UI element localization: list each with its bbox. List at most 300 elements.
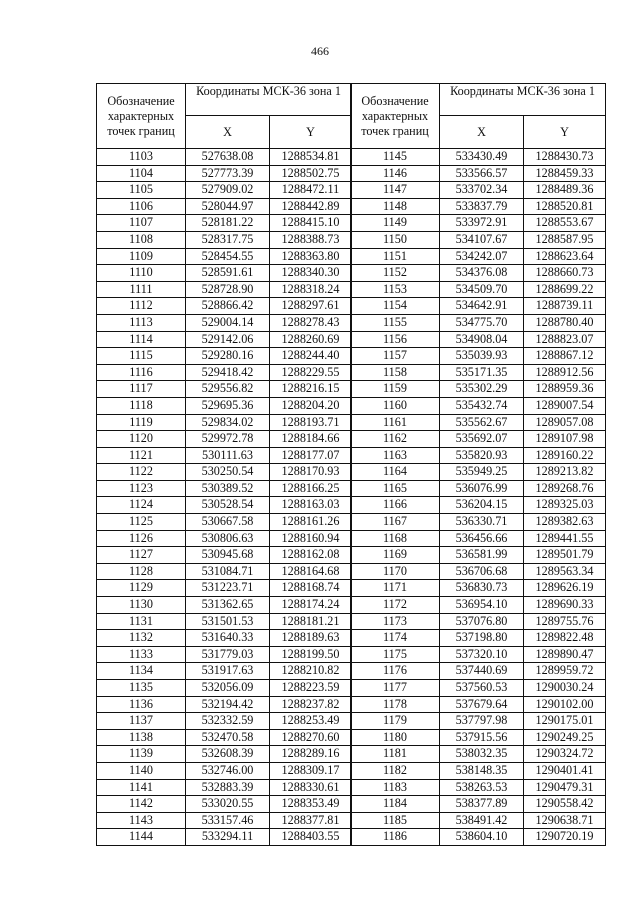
table-row [97, 812, 352, 829]
point-number-cell: 1185 [351, 812, 440, 829]
y-coordinate-cell: 1289325.03 [524, 497, 606, 514]
table-row [97, 547, 352, 564]
x-coordinate-cell: 530389.52 [186, 480, 270, 497]
point-number-cell: 1115 [97, 348, 186, 365]
point-number-cell: 1167 [351, 514, 440, 531]
y-coordinate-cell: 1288170.93 [270, 464, 352, 481]
y-coordinate-cell: 1288959.36 [524, 381, 606, 398]
y-header: Y [270, 115, 352, 148]
table-row [351, 215, 606, 232]
table-row [351, 198, 606, 215]
table-row [351, 447, 606, 464]
x-coordinate-cell: 533294.11 [186, 829, 270, 846]
table-row [97, 680, 352, 697]
x-coordinate-cell: 528181.22 [186, 215, 270, 232]
point-number-cell: 1123 [97, 480, 186, 497]
x-coordinate-cell: 532332.59 [186, 713, 270, 730]
point-number-cell: 1172 [351, 597, 440, 614]
table-row [351, 762, 606, 779]
table-row [97, 231, 352, 248]
point-number-cell: 1136 [97, 696, 186, 713]
y-coordinate-cell: 1289107.98 [524, 431, 606, 448]
x-coordinate-cell: 538491.42 [440, 812, 524, 829]
x-coordinate-cell: 537560.53 [440, 680, 524, 697]
y-coordinate-cell: 1288160.94 [270, 530, 352, 547]
y-coordinate-cell: 1288415.10 [270, 215, 352, 232]
point-number-cell: 1173 [351, 613, 440, 630]
x-header: X [186, 115, 270, 148]
y-coordinate-cell: 1288193.71 [270, 414, 352, 431]
table-row [351, 265, 606, 282]
point-number-cell: 1138 [97, 729, 186, 746]
point-number-cell: 1149 [351, 215, 440, 232]
table-row [351, 281, 606, 298]
x-coordinate-cell: 530806.63 [186, 530, 270, 547]
y-coordinate-cell: 1288699.22 [524, 281, 606, 298]
point-number-cell: 1176 [351, 663, 440, 680]
y-coordinate-cell: 1289160.22 [524, 447, 606, 464]
x-coordinate-cell: 533020.55 [186, 796, 270, 813]
y-coordinate-cell: 1288823.07 [524, 331, 606, 348]
x-coordinate-cell: 530945.68 [186, 547, 270, 564]
point-number-cell: 1169 [351, 547, 440, 564]
point-number-cell: 1112 [97, 298, 186, 315]
point-number-cell: 1105 [97, 182, 186, 199]
y-coordinate-cell: 1289959.72 [524, 663, 606, 680]
point-number-cell: 1184 [351, 796, 440, 813]
x-coordinate-cell: 530528.54 [186, 497, 270, 514]
point-number-cell: 1182 [351, 762, 440, 779]
x-coordinate-cell: 535302.29 [440, 381, 524, 398]
x-coordinate-cell: 528454.55 [186, 248, 270, 265]
table-row [97, 149, 352, 166]
table-row [97, 248, 352, 265]
point-number-cell: 1120 [97, 431, 186, 448]
table-row [351, 729, 606, 746]
y-coordinate-cell: 1288199.50 [270, 646, 352, 663]
y-coordinate-cell: 1288260.69 [270, 331, 352, 348]
x-coordinate-cell: 536330.71 [440, 514, 524, 531]
table-row [97, 215, 352, 232]
y-coordinate-cell: 1288177.07 [270, 447, 352, 464]
y-coordinate-cell: 1288553.67 [524, 215, 606, 232]
y-coordinate-cell: 1289057.08 [524, 414, 606, 431]
y-coordinate-cell: 1290479.31 [524, 779, 606, 796]
x-coordinate-cell: 532608.39 [186, 746, 270, 763]
y-coordinate-cell: 1288330.61 [270, 779, 352, 796]
y-coordinate-cell: 1288184.66 [270, 431, 352, 448]
y-coordinate-cell: 1289268.76 [524, 480, 606, 497]
x-coordinate-cell: 529280.16 [186, 348, 270, 365]
table-row [351, 696, 606, 713]
point-number-cell: 1178 [351, 696, 440, 713]
y-coordinate-cell: 1288388.73 [270, 231, 352, 248]
y-coordinate-cell: 1290175.01 [524, 713, 606, 730]
x-coordinate-cell: 536076.99 [440, 480, 524, 497]
y-coordinate-cell: 1288340.30 [270, 265, 352, 282]
x-coordinate-cell: 532883.39 [186, 779, 270, 796]
x-coordinate-cell: 537198.80 [440, 630, 524, 647]
y-coordinate-cell: 1288270.60 [270, 729, 352, 746]
point-number-cell: 1151 [351, 248, 440, 265]
table-row [97, 530, 352, 547]
table-row [97, 829, 352, 846]
x-coordinate-cell: 533972.91 [440, 215, 524, 232]
x-coordinate-cell: 536830.73 [440, 580, 524, 597]
y-coordinate-cell: 1289382.63 [524, 514, 606, 531]
table-row [97, 314, 352, 331]
x-coordinate-cell: 529556.82 [186, 381, 270, 398]
table-row [97, 696, 352, 713]
x-coordinate-cell: 531223.71 [186, 580, 270, 597]
y-coordinate-cell: 1288181.21 [270, 613, 352, 630]
x-coordinate-cell: 537076.80 [440, 613, 524, 630]
point-number-cell: 1125 [97, 514, 186, 531]
table-row [97, 464, 352, 481]
x-coordinate-cell: 532746.00 [186, 762, 270, 779]
x-coordinate-cell: 535562.67 [440, 414, 524, 431]
table-row [97, 779, 352, 796]
table-row [97, 580, 352, 597]
point-number-cell: 1122 [97, 464, 186, 481]
y-coordinate-cell: 1288278.43 [270, 314, 352, 331]
y-coordinate-cell: 1288780.40 [524, 314, 606, 331]
table-row [351, 563, 606, 580]
table-row [351, 464, 606, 481]
x-coordinate-cell: 530250.54 [186, 464, 270, 481]
table-row [351, 630, 606, 647]
table-row [351, 530, 606, 547]
table-row [97, 447, 352, 464]
x-coordinate-cell: 535432.74 [440, 397, 524, 414]
y-coordinate-cell: 1288489.36 [524, 182, 606, 199]
x-coordinate-cell: 534642.91 [440, 298, 524, 315]
table-row [351, 480, 606, 497]
y-coordinate-cell: 1288237.82 [270, 696, 352, 713]
x-coordinate-cell: 529004.14 [186, 314, 270, 331]
y-coordinate-cell: 1288162.08 [270, 547, 352, 564]
x-coordinate-cell: 530667.58 [186, 514, 270, 531]
y-coordinate-cell: 1289890.47 [524, 646, 606, 663]
table-row [351, 829, 606, 846]
table-row [351, 298, 606, 315]
x-coordinate-cell: 538604.10 [440, 829, 524, 846]
point-number-cell: 1128 [97, 563, 186, 580]
point-number-cell: 1158 [351, 364, 440, 381]
table-row [351, 248, 606, 265]
coordinates-header: Координаты МСК-36 зона 1 [440, 84, 606, 116]
y-coordinate-cell: 1288363.80 [270, 248, 352, 265]
table-row [351, 597, 606, 614]
point-number-cell: 1141 [97, 779, 186, 796]
x-coordinate-cell: 536581.99 [440, 547, 524, 564]
point-number-cell: 1154 [351, 298, 440, 315]
table-row [97, 597, 352, 614]
table-row [97, 630, 352, 647]
x-coordinate-cell: 529142.06 [186, 331, 270, 348]
y-coordinate-cell: 1290324.72 [524, 746, 606, 763]
point-number-cell: 1104 [97, 165, 186, 182]
point-number-cell: 1121 [97, 447, 186, 464]
table-row [97, 729, 352, 746]
y-coordinate-cell: 1289501.79 [524, 547, 606, 564]
point-number-cell: 1168 [351, 530, 440, 547]
table-row [351, 514, 606, 531]
x-coordinate-cell: 537797.98 [440, 713, 524, 730]
table-row [351, 796, 606, 813]
point-number-cell: 1174 [351, 630, 440, 647]
point-number-cell: 1181 [351, 746, 440, 763]
table-row [97, 762, 352, 779]
coordinates-table-right [350, 83, 606, 846]
table-row [97, 514, 352, 531]
x-coordinate-cell: 535039.93 [440, 348, 524, 365]
table-row [351, 364, 606, 381]
x-coordinate-cell: 531501.53 [186, 613, 270, 630]
y-coordinate-cell: 1288430.73 [524, 149, 606, 166]
point-number-cell: 1156 [351, 331, 440, 348]
x-coordinate-cell: 529834.02 [186, 414, 270, 431]
table-row [97, 165, 352, 182]
table-row [351, 497, 606, 514]
table-row [97, 381, 352, 398]
table-row [97, 348, 352, 365]
y-coordinate-cell: 1288223.59 [270, 680, 352, 697]
y-coordinate-cell: 1288403.55 [270, 829, 352, 846]
table-row [97, 265, 352, 282]
point-number-cell: 1157 [351, 348, 440, 365]
x-coordinate-cell: 529972.78 [186, 431, 270, 448]
table-row [97, 713, 352, 730]
x-coordinate-cell: 538148.35 [440, 762, 524, 779]
point-number-cell: 1186 [351, 829, 440, 846]
y-coordinate-cell: 1288318.24 [270, 281, 352, 298]
table-row [351, 547, 606, 564]
x-coordinate-cell: 529418.42 [186, 364, 270, 381]
x-coordinate-cell: 536954.10 [440, 597, 524, 614]
y-coordinate-cell: 1288168.74 [270, 580, 352, 597]
point-designation-header: Обозначение характерных точек границ [97, 84, 186, 149]
y-coordinate-cell: 1288163.03 [270, 497, 352, 514]
x-coordinate-cell: 536456.66 [440, 530, 524, 547]
x-coordinate-cell: 538032.35 [440, 746, 524, 763]
table-row [351, 381, 606, 398]
point-number-cell: 1129 [97, 580, 186, 597]
point-number-cell: 1177 [351, 680, 440, 697]
point-number-cell: 1137 [97, 713, 186, 730]
x-coordinate-cell: 533157.46 [186, 812, 270, 829]
table-row [351, 414, 606, 431]
y-coordinate-cell: 1289822.48 [524, 630, 606, 647]
x-coordinate-cell: 532056.09 [186, 680, 270, 697]
point-number-cell: 1118 [97, 397, 186, 414]
point-number-cell: 1159 [351, 381, 440, 398]
y-coordinate-cell: 1289007.54 [524, 397, 606, 414]
y-coordinate-cell: 1289690.33 [524, 597, 606, 614]
x-coordinate-cell: 537440.69 [440, 663, 524, 680]
x-coordinate-cell: 534509.70 [440, 281, 524, 298]
point-number-cell: 1103 [97, 149, 186, 166]
point-number-cell: 1152 [351, 265, 440, 282]
point-number-cell: 1127 [97, 547, 186, 564]
page-number: 466 [311, 44, 329, 58]
x-coordinate-cell: 535692.07 [440, 431, 524, 448]
point-number-cell: 1108 [97, 231, 186, 248]
point-number-cell: 1130 [97, 597, 186, 614]
point-number-cell: 1161 [351, 414, 440, 431]
point-number-cell: 1162 [351, 431, 440, 448]
y-coordinate-cell: 1288164.68 [270, 563, 352, 580]
x-coordinate-cell: 528317.75 [186, 231, 270, 248]
y-coordinate-cell: 1288309.17 [270, 762, 352, 779]
y-coordinate-cell: 1288244.40 [270, 348, 352, 365]
coordinates-table-left [96, 83, 352, 846]
point-number-cell: 1143 [97, 812, 186, 829]
table-row [351, 331, 606, 348]
x-coordinate-cell: 527638.08 [186, 149, 270, 166]
table-row [97, 198, 352, 215]
y-coordinate-cell: 1288189.63 [270, 630, 352, 647]
x-coordinate-cell: 531917.63 [186, 663, 270, 680]
y-coordinate-cell: 1288289.16 [270, 746, 352, 763]
table-row [351, 779, 606, 796]
table-row [97, 497, 352, 514]
table-row [97, 563, 352, 580]
point-number-cell: 1175 [351, 646, 440, 663]
y-coordinate-cell: 1288161.26 [270, 514, 352, 531]
point-number-cell: 1150 [351, 231, 440, 248]
x-coordinate-cell: 533837.79 [440, 198, 524, 215]
table-row [97, 414, 352, 431]
x-coordinate-cell: 534242.07 [440, 248, 524, 265]
y-coordinate-cell: 1290638.71 [524, 812, 606, 829]
point-number-cell: 1117 [97, 381, 186, 398]
x-coordinate-cell: 533702.34 [440, 182, 524, 199]
x-coordinate-cell: 534908.04 [440, 331, 524, 348]
y-coordinate-cell: 1289213.82 [524, 464, 606, 481]
y-coordinate-cell: 1288216.15 [270, 381, 352, 398]
y-coordinate-cell: 1288623.64 [524, 248, 606, 265]
y-header: Y [524, 115, 606, 148]
y-coordinate-cell: 1289563.34 [524, 563, 606, 580]
y-coordinate-cell: 1290249.25 [524, 729, 606, 746]
point-number-cell: 1109 [97, 248, 186, 265]
point-number-cell: 1107 [97, 215, 186, 232]
y-coordinate-cell: 1290558.42 [524, 796, 606, 813]
y-coordinate-cell: 1288204.20 [270, 397, 352, 414]
point-number-cell: 1139 [97, 746, 186, 763]
x-coordinate-cell: 531362.65 [186, 597, 270, 614]
x-coordinate-cell: 528866.42 [186, 298, 270, 315]
table-row [351, 314, 606, 331]
point-number-cell: 1124 [97, 497, 186, 514]
table-row [97, 431, 352, 448]
y-coordinate-cell: 1288502.75 [270, 165, 352, 182]
y-coordinate-cell: 1289755.76 [524, 613, 606, 630]
point-number-cell: 1140 [97, 762, 186, 779]
y-coordinate-cell: 1288253.49 [270, 713, 352, 730]
x-coordinate-cell: 537320.10 [440, 646, 524, 663]
table-row [97, 796, 352, 813]
point-number-cell: 1164 [351, 464, 440, 481]
point-number-cell: 1142 [97, 796, 186, 813]
point-number-cell: 1114 [97, 331, 186, 348]
x-coordinate-cell: 530111.63 [186, 447, 270, 464]
point-number-cell: 1170 [351, 563, 440, 580]
table-row [351, 646, 606, 663]
y-coordinate-cell: 1290030.24 [524, 680, 606, 697]
table-row [351, 165, 606, 182]
x-coordinate-cell: 535171.35 [440, 364, 524, 381]
table-row [351, 348, 606, 365]
table-row [97, 480, 352, 497]
table-row [351, 182, 606, 199]
point-number-cell: 1133 [97, 646, 186, 663]
table-row [351, 149, 606, 166]
coordinates-header: Координаты МСК-36 зона 1 [186, 84, 352, 116]
y-coordinate-cell: 1288520.81 [524, 198, 606, 215]
y-coordinate-cell: 1288377.81 [270, 812, 352, 829]
point-designation-header: Обозначение характерных точек границ [351, 84, 440, 149]
table-row [97, 298, 352, 315]
table-row [351, 231, 606, 248]
point-number-cell: 1134 [97, 663, 186, 680]
x-coordinate-cell: 527909.02 [186, 182, 270, 199]
y-coordinate-cell: 1288912.56 [524, 364, 606, 381]
point-number-cell: 1146 [351, 165, 440, 182]
point-number-cell: 1111 [97, 281, 186, 298]
y-coordinate-cell: 1288210.82 [270, 663, 352, 680]
x-coordinate-cell: 533566.57 [440, 165, 524, 182]
x-coordinate-cell: 537679.64 [440, 696, 524, 713]
x-coordinate-cell: 531640.33 [186, 630, 270, 647]
x-coordinate-cell: 529695.36 [186, 397, 270, 414]
x-coordinate-cell: 535820.93 [440, 447, 524, 464]
y-coordinate-cell: 1288867.12 [524, 348, 606, 365]
x-coordinate-cell: 533430.49 [440, 149, 524, 166]
table-row [97, 746, 352, 763]
table-row [351, 812, 606, 829]
y-coordinate-cell: 1288174.24 [270, 597, 352, 614]
table-row [351, 663, 606, 680]
table-row [97, 331, 352, 348]
point-number-cell: 1180 [351, 729, 440, 746]
point-number-cell: 1153 [351, 281, 440, 298]
point-number-cell: 1116 [97, 364, 186, 381]
x-coordinate-cell: 536204.15 [440, 497, 524, 514]
point-number-cell: 1144 [97, 829, 186, 846]
point-number-cell: 1183 [351, 779, 440, 796]
x-coordinate-cell: 538263.53 [440, 779, 524, 796]
point-number-cell: 1155 [351, 314, 440, 331]
table-row [351, 746, 606, 763]
point-number-cell: 1119 [97, 414, 186, 431]
x-coordinate-cell: 528591.61 [186, 265, 270, 282]
x-coordinate-cell: 532194.42 [186, 696, 270, 713]
point-number-cell: 1147 [351, 182, 440, 199]
point-number-cell: 1131 [97, 613, 186, 630]
point-number-cell: 1113 [97, 314, 186, 331]
point-number-cell: 1171 [351, 580, 440, 597]
y-coordinate-cell: 1288166.25 [270, 480, 352, 497]
point-number-cell: 1145 [351, 149, 440, 166]
x-coordinate-cell: 538377.89 [440, 796, 524, 813]
table-row [97, 364, 352, 381]
x-coordinate-cell: 534376.08 [440, 265, 524, 282]
x-coordinate-cell: 532470.58 [186, 729, 270, 746]
y-coordinate-cell: 1288442.89 [270, 198, 352, 215]
y-coordinate-cell: 1289441.55 [524, 530, 606, 547]
